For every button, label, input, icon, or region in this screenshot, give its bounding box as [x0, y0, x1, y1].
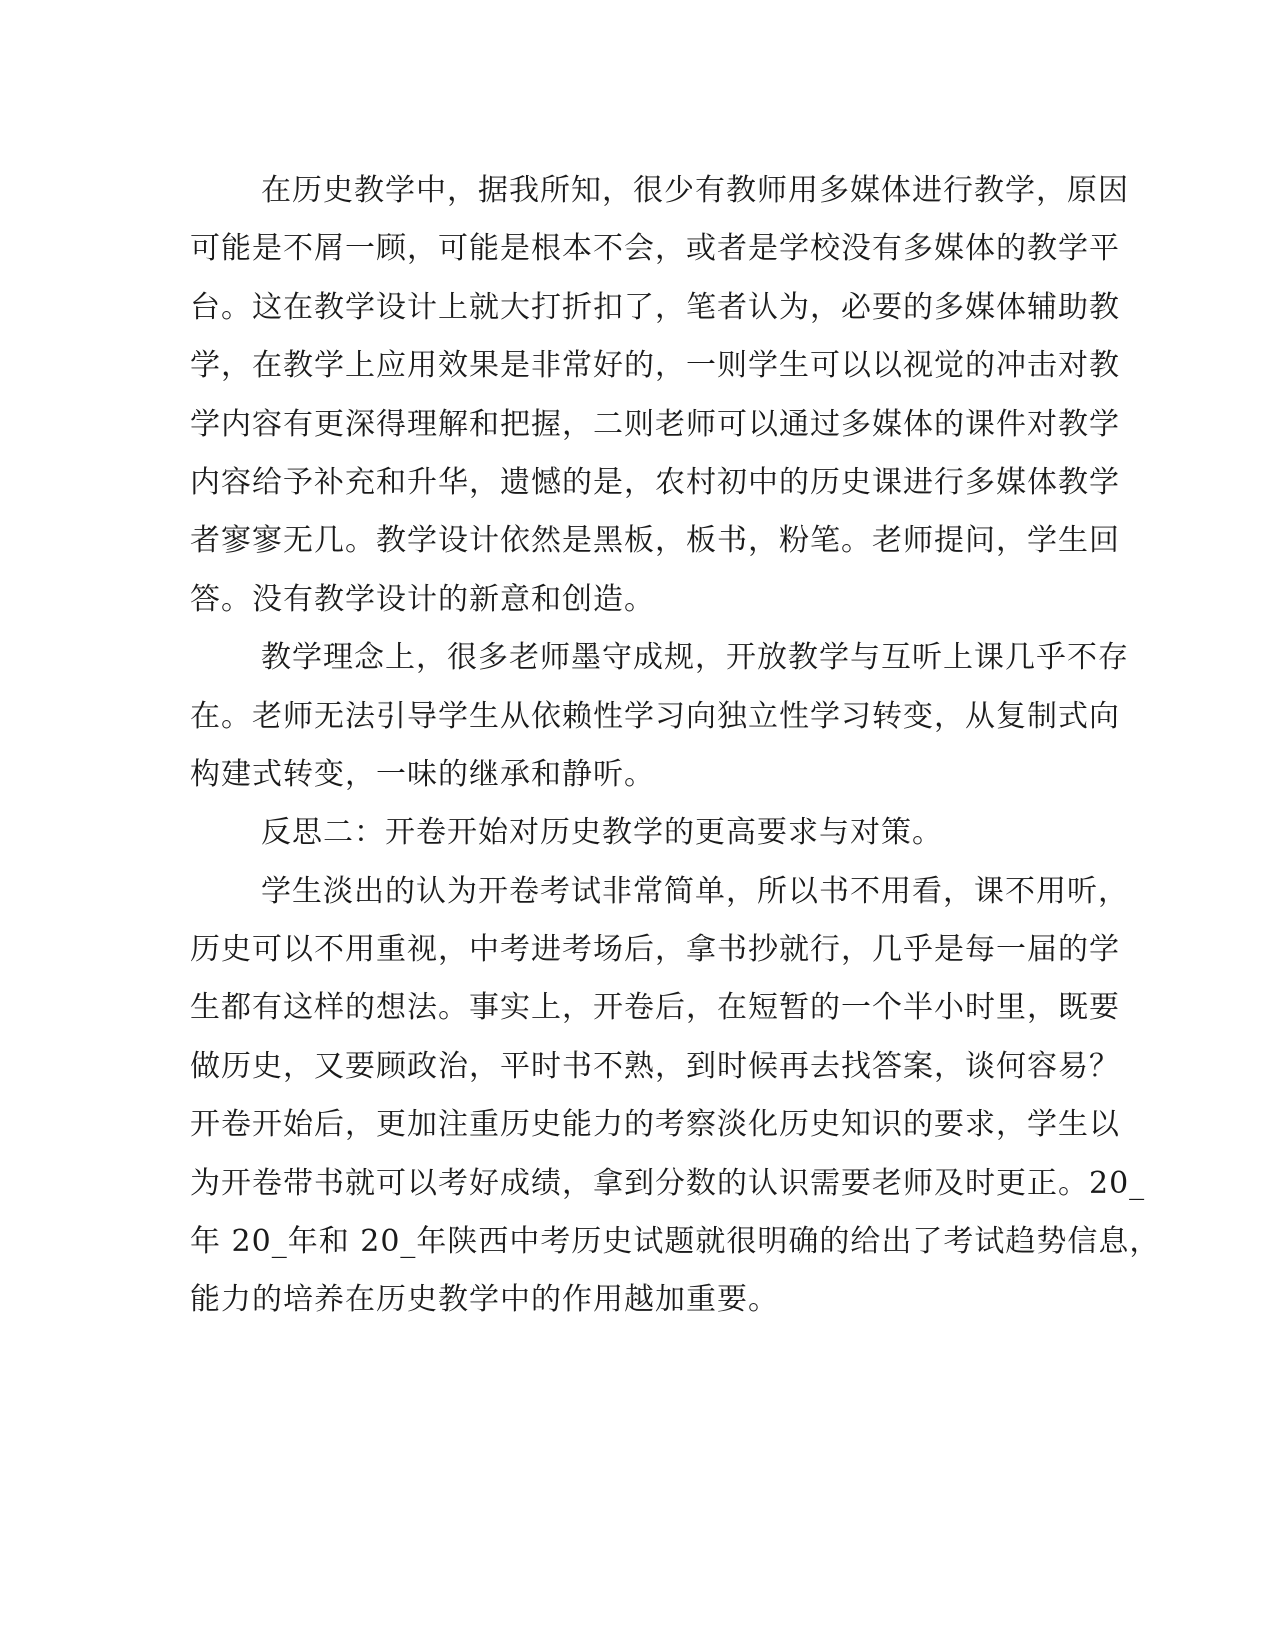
paragraph-3-heading [190, 804, 1070, 862]
paragraph-1 [190, 162, 1129, 629]
text-line: 内容给予补充和升华，遗憾的是，农村初中的历史课进行多媒体教学 [190, 464, 1120, 500]
text-line: 能力的培养在历史教学中的作用越加重要。 [190, 1282, 779, 1318]
body-text [190, 162, 1161, 1330]
text-line: 学生淡出的认为开卷考试非常简单，所以书不用看，课不用听， [261, 873, 1129, 909]
text-line: 答。没有教学设计的新意和创造。 [190, 581, 655, 617]
text-line: 教学理念上，很多老师墨守成规，开放教学与互听上课几乎不存 [261, 640, 1129, 676]
text-line: 学，在教学上应用效果是非常好的，一则学生可以以视觉的冲击对教 [190, 348, 1120, 384]
section-heading: 反思二：开卷开始对历史教学的更高要求与对策。 [261, 815, 943, 851]
paragraph-2 [190, 629, 1129, 804]
text-line: 生都有这样的想法。事实上，开卷后，在短暂的一个半小时里，既要 [190, 990, 1120, 1026]
text-line: 在历史教学中，据我所知，很少有教师用多媒体进行教学，原因 [261, 173, 1129, 208]
text-line: 开卷开始后，更加注重历史能力的考察淡化历史知识的要求，学生以 [190, 1107, 1120, 1143]
text-line: 在。老师无法引导学生从依赖性学习向独立性学习转变，从复制式向 [190, 698, 1120, 734]
text-line: 为开卷带书就可以考好成绩，拿到分数的认识需要老师及时更正。20_ [190, 1165, 1146, 1201]
text-line: 构建式转变，一味的继承和静听。 [190, 756, 655, 792]
text-line: 可能是不屑一顾，可能是根本不会，或者是学校没有多媒体的教学平 [190, 231, 1120, 267]
text-line: 历史可以不用重视，中考进考场后，拿书抄就行，几乎是每一届的学 [190, 932, 1120, 968]
text-line: 学内容有更深得理解和把握，二则老师可以通过多媒体的课件对教学 [190, 406, 1120, 442]
paragraph-4 [190, 863, 1161, 1330]
text-line: 台。这在教学设计上就大打折扣了，笔者认为，必要的多媒体辅助教 [190, 289, 1120, 325]
text-line: 年 20_年和 20_年陕西中考历史试题就很明确的给出了考试趋势信息， [190, 1224, 1161, 1260]
text-line: 做历史，又要顾政治，平时书不熟，到时候再去找答案，谈何容易？ [190, 1048, 1120, 1084]
text-line: 者寥寥无几。教学设计依然是黑板，板书，粉笔。老师提问，学生回 [190, 523, 1120, 559]
